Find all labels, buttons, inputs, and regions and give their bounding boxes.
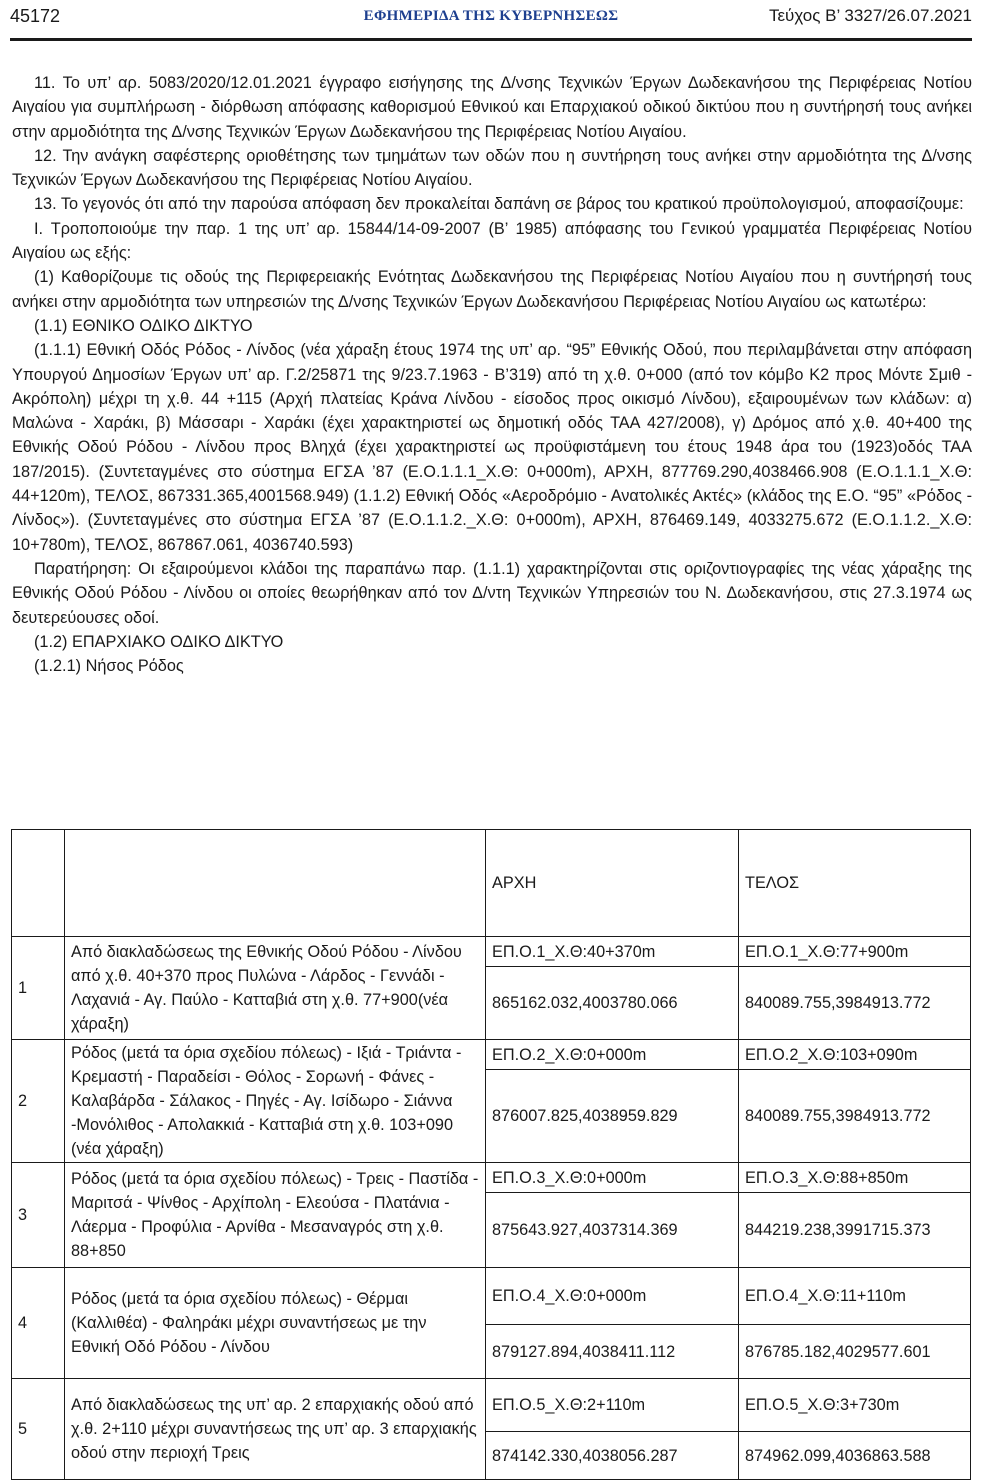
end-coordinates: 840089.755,3984913.772 <box>739 1070 971 1163</box>
issue-reference: Τεύχος Β’ 3327/26.07.2021 <box>768 6 972 25</box>
row-number: 1 <box>12 937 65 1040</box>
start-chainage: ΕΠ.Ο.2_Χ.Θ:0+000m <box>486 1040 739 1070</box>
table-row <box>12 1163 971 1193</box>
paragraph-1-1-1: (1.1.1) Εθνική Οδός Ρόδος - Λίνδος (νέα χάραξη έτους 1974 της υπ’ αρ. “95” Εθνικής Οδού, που περιλαμβάνεται στην απόφαση Υπουργού Δημοσίων Έργων υπ’ αρ. Γ.2/25871 της 9/23.7.1963 - Β’319) από τη χ.θ. 0+000 (από τον κόμβο Κ2 προς Μόντε Σμιθ - Ακρόπολη) μέχρι τη χ.θ. 44 +115 (Αρχή πλατείας Κράνα Λίνδου - είσοδος προς οικισμό Λίνδου), εξαιρουμένων των κλάδων: α) Μαλώνα - Χαράκι, β) Μάσσαρι - Χαράκι (έχει χαρακτηριστεί ως δημοτική οδός ΤΑΑ 427/2008), γ) Δρόμος από χ.θ. 40+400 της Εθνικής Οδού Ρόδου - Λίνδου προς Βληχά (έχει χαρακτηριστεί ως προϋφιστάμενη του έτους 1948 άρα του (1923)οδός ΤΑΑ 187/2015). (Συντεταγμένες στο σύστημα ΕΓΣΑ ’87 (Ε.Ο.1.1.1_Χ.Θ: 0+000m), ΑΡΧΗ, 877769.290,4038466.908 (Ε.Ο.1.1.1_Χ.Θ: 44+120m), ΤΕΛΟΣ, 867331.365,4001568.949) (1.1.2) Εθνική Οδός «Αεροδρόμιο - Ανατολικές Ακτές» (κλάδος της Ε.Ο. “95” «Ρόδος - Λίνδος»). (Συντεταγμένες στο σύστημα ΕΓΣΑ ’87 (Ε.Ο.1.1.2._Χ.Θ: 0+000m), ΑΡΧΗ, 876469.149, 4033275.672 (Ε.Ο.1.1.2._Χ.Θ: 10+780m), ΤΕΛΟΣ, 867867.061, 4036740.593) <box>12 341 972 554</box>
end-chainage: ΕΠ.Ο.3_Χ.Θ:88+850m <box>739 1163 971 1193</box>
paragraph-remark: Παρατήρηση: Οι εξαιρούμενοι κλάδοι της παραπάνω παρ. (1.1.1) χαρακτηρίζονται στις οριζοντιογραφίες της νέας χάραξης της Εθνικής Οδού Ρόδου - Λίνδου οι οποίες θεωρήθηκαν από τον Δ/ντη Τεχνικών Υπηρεσιών του Ν. Δωδεκανήσου, στις 27.3.1974 ως δευτερεύουσες οδοί. <box>12 559 972 627</box>
row-number: 5 <box>12 1379 65 1480</box>
row-number: 4 <box>12 1268 65 1379</box>
header-cell-end: ΤΕΛΟΣ <box>739 830 971 937</box>
page-number: 45172 <box>10 6 61 26</box>
page-header <box>10 4 972 34</box>
paragraph-11: 11. Το υπ’ αρ. 5083/2020/12.01.2021 έγγραφο εισήγησης της Δ/νσης Τεχνικών Έργων Δωδεκανήσου της Περιφέρειας Νοτίου Αιγαίου για συμπλήρωση - διόρθωση απόφασης καθορισμού Εθνικού και Επαρχιακού οδικού δικτύου που η συντήρησή τους ανήκει στην αρμοδιότητα της Δ/νσης Τεχνικών Έργων Δωδεκανήσου της Περιφέρειας Νοτίου Αιγαίου. <box>12 74 972 141</box>
paragraph-decision-i: I. Τροποποιούμε την παρ. 1 της υπ’ αρ. 15844/14-09-2007 (Β’ 1985) απόφασης του Γενικού γραμματέα Περιφέρειας Νοτίου Αιγαίου ως εξής: <box>12 219 972 263</box>
start-coordinates: 879127.894,4038411.112 <box>486 1325 739 1379</box>
provincial-roads-table <box>11 829 971 1480</box>
heading-rhodes-island: (1.2.1) Νήσος Ρόδος <box>34 657 184 676</box>
end-chainage: ΕΠ.Ο.4_Χ.Θ:11+110m <box>739 1268 971 1325</box>
start-coordinates: 865162.032,4003780.066 <box>486 967 739 1040</box>
row-description: Από διακλαδώσεως της Εθνικής Οδού Ρόδου - Λίνδου από χ.θ. 40+370 προς Πυλώνα - Λάρδος - Γεννάδι - Λαχανιά - Αγ. Παύλο - Κατταβιά στη χ.θ. 77+900(νέα χάραξη) <box>65 937 486 1040</box>
table-row <box>12 937 971 967</box>
header-cell-start: ΑΡΧΗ <box>486 830 739 937</box>
end-coordinates: 876785.182,4029577.601 <box>739 1325 971 1379</box>
start-chainage: ΕΠ.Ο.3_Χ.Θ:0+000m <box>486 1163 739 1193</box>
journal-title: ΕΦΗΜΕΡΙΔΑ ΤΗΣ ΚΥΒΕΡΝΗΣΕΩΣ <box>363 8 619 24</box>
header-rule <box>10 38 972 41</box>
end-coordinates: 840089.755,3984913.772 <box>739 967 971 1040</box>
start-coordinates: 874142.330,4038056.287 <box>486 1432 739 1480</box>
row-number: 3 <box>12 1163 65 1268</box>
end-chainage: ΕΠ.Ο.5_Χ.Θ:3+730m <box>739 1379 971 1432</box>
start-chainage: ΕΠ.Ο.4_Χ.Θ:0+000m <box>486 1268 739 1325</box>
document-body <box>12 71 972 678</box>
table-header-row <box>12 830 971 937</box>
row-description: Από διακλαδώσεως της υπ’ αρ. 2 επαρχιακής οδού από χ.θ. 2+110 μέχρι συναντήσεως της υπ’ αρ. 3 επαρχιακής οδού στην περιοχή Τρεις <box>65 1379 486 1480</box>
header-cell-description <box>65 830 486 937</box>
table-row <box>12 1040 971 1070</box>
paragraph-12: 12. Την ανάγκη σαφέστερης οριοθέτησης των τμημάτων των οδών που η συντήρηση τους ανήκει στην αρμοδιότητα της Δ/νσης Τεχνικών Έργων Δωδεκανήσου της Περιφέρειας Νοτίου Αιγαίου. <box>12 146 972 190</box>
row-number: 2 <box>12 1040 65 1163</box>
end-chainage: ΕΠ.Ο.1_Χ.Θ:77+900m <box>739 937 971 967</box>
row-description: Ρόδος (μετά τα όρια σχεδίου πόλεως) - Τρεις - Παστίδα - Μαριτσά - Ψίνθος - Αρχίπολη - Ελεούσα - Πλατάνια - Λάερμα - Προφύλια - Αρνίθα - Μεσαναγρός στη χ.θ. 88+850 <box>65 1163 486 1268</box>
heading-provincial-network: (1.2) ΕΠΑΡΧΙΑΚΟ ΟΔΙΚΟ ΔΙΚΤΥΟ <box>34 632 284 651</box>
start-chainage: ΕΠ.Ο.1_Χ.Θ:40+370m <box>486 937 739 967</box>
heading-national-network: (1.1) ΕΘΝΙΚΟ ΟΔΙΚΟ ΔΙΚΤΥΟ <box>34 316 253 335</box>
end-chainage: ΕΠ.Ο.2_Χ.Θ:103+090m <box>739 1040 971 1070</box>
start-coordinates: 875643.927,4037314.369 <box>486 1193 739 1268</box>
start-coordinates: 876007.825,4038959.829 <box>486 1070 739 1163</box>
end-coordinates: 874962.099,4036863.588 <box>739 1432 971 1480</box>
header-cell-number <box>12 830 65 937</box>
row-description: Ρόδος (μετά τα όρια σχεδίου πόλεως) - Θέρμαι (Καλλιθέα) - Φαληράκι μέχρι συναντήσεως με την Εθνική Οδό Ρόδου - Λίνδου <box>65 1268 486 1379</box>
paragraph-1: (1) Καθορίζουμε τις οδούς της Περιφερειακής Ενότητας Δωδεκανήσου της Περιφέρειας Νοτίου Αιγαίου που η συντήρησή τους ανήκει στην αρμοδιότητα των υπηρεσιών της Δ/νσης Τεχνικών Έργων Δωδεκανήσου Περιφέρειας Νοτίου Αιγαίου ως κατωτέρω: <box>12 268 972 311</box>
start-chainage: ΕΠ.Ο.5_Χ.Θ:2+110m <box>486 1379 739 1432</box>
end-coordinates: 844219.238,3991715.373 <box>739 1193 971 1268</box>
table-row <box>12 1268 971 1325</box>
paragraph-13: 13. Το γεγονός ότι από την παρούσα απόφαση δεν προκαλείται δαπάνη σε βάρος του κρατικού προϋπολογισμού, αποφασίζουμε: <box>34 195 964 214</box>
row-description: Ρόδος (μετά τα όρια σχεδίου πόλεως) - Ιξιά - Τριάντα - Κρεμαστή - Παραδείσι - Θόλος - Σορωνή - Φάνες - Καλαβάρδα - Σάλακος - Πηγές - Αγ. Ισίδωρο - Σιάννα -Μονόλιθος - Απολακκιά - Κατταβιά στη χ.θ. 103+090 (νέα χάραξη) <box>65 1040 486 1163</box>
table-row <box>12 1379 971 1432</box>
